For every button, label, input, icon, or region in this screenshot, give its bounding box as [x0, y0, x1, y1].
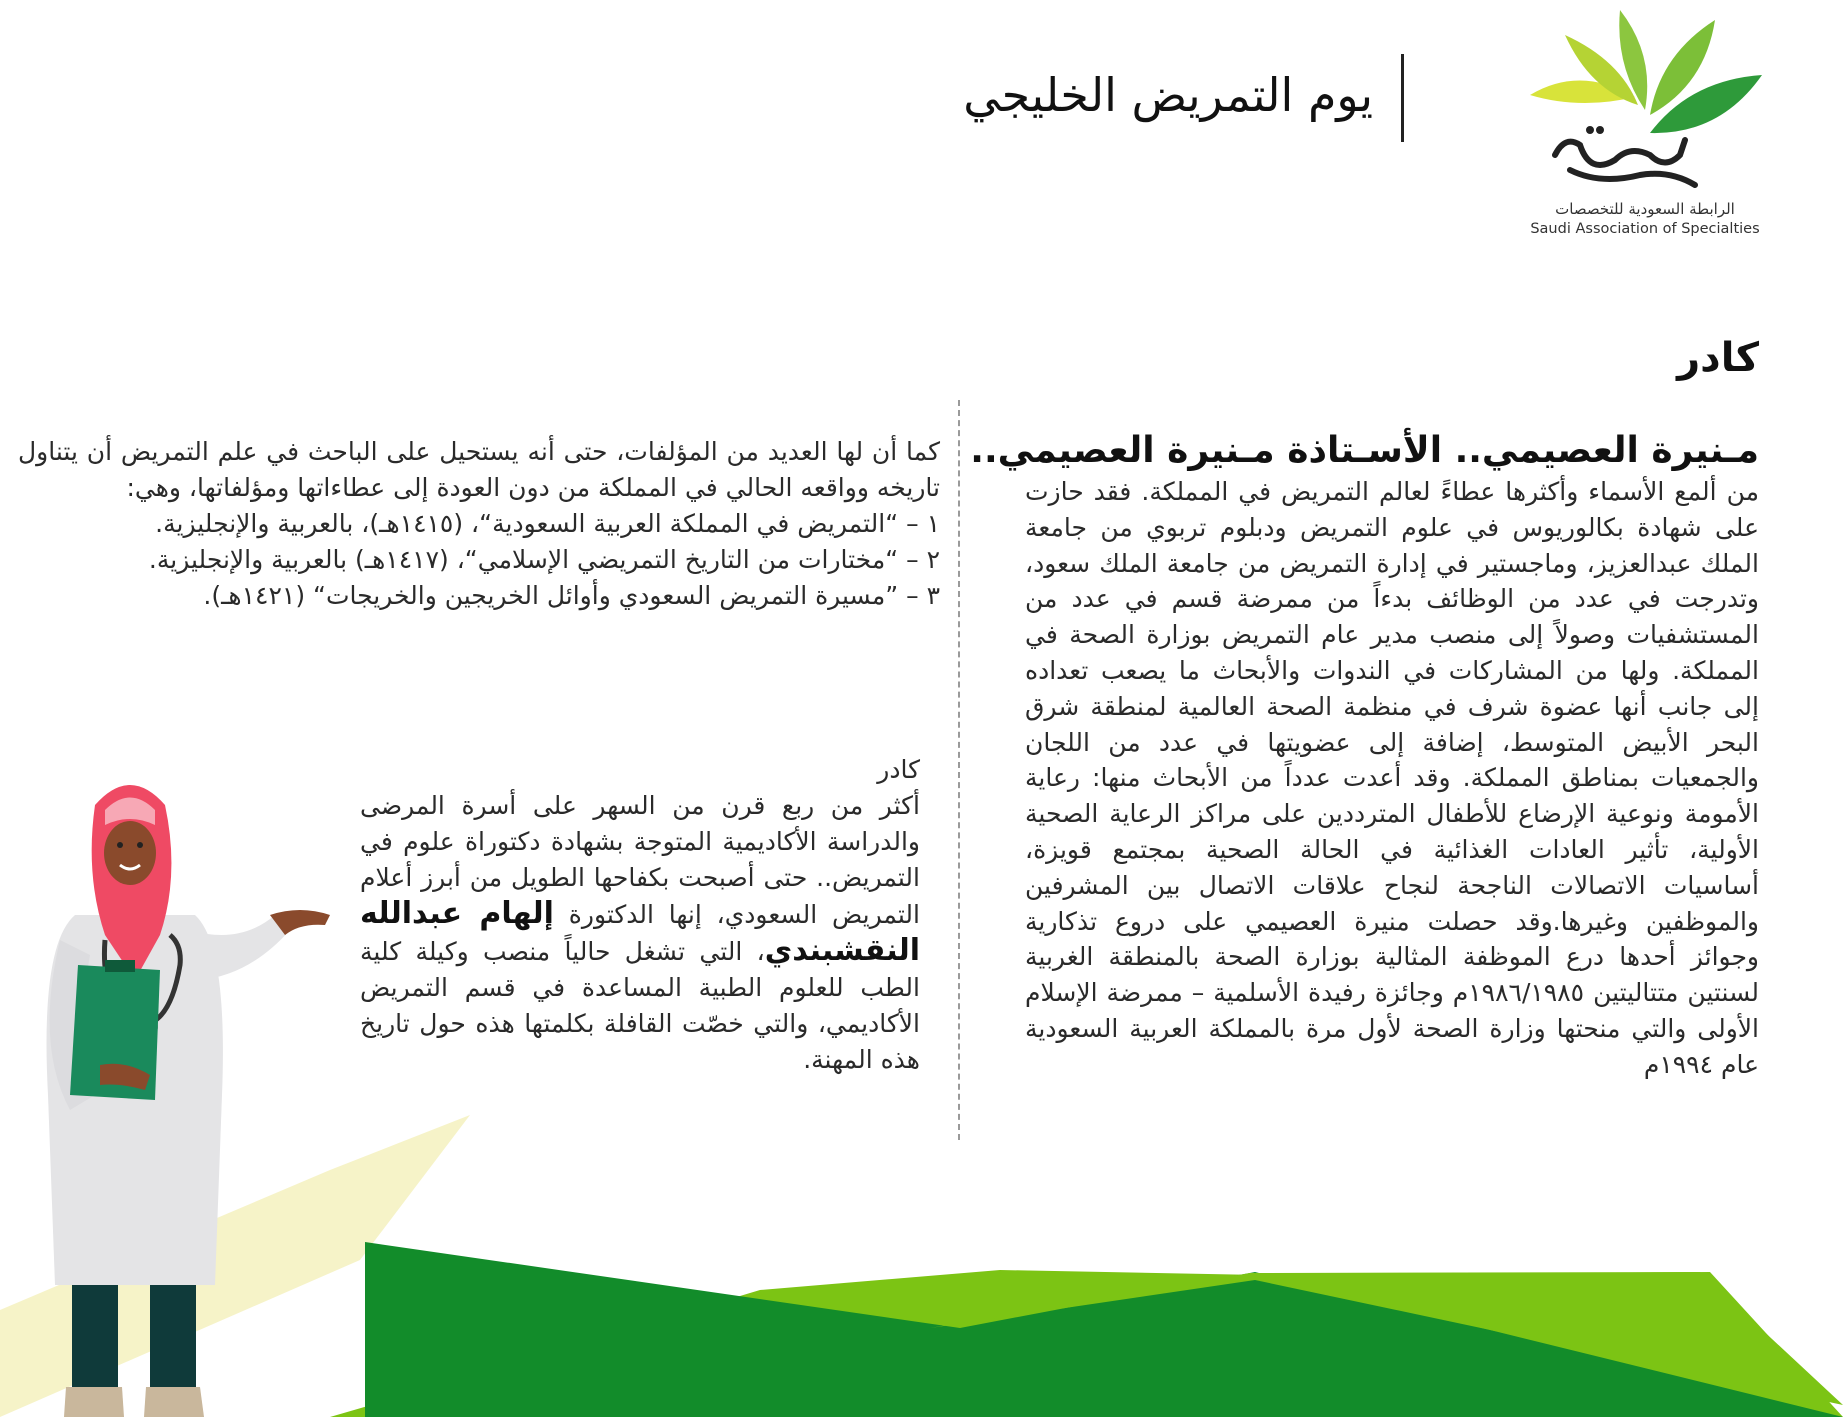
logo-name-arabic: الرابطة السعودية للتخصصات — [1555, 200, 1735, 218]
profile-name: إلهام عبدالله النقشبندي — [360, 896, 920, 968]
profile-block — [360, 752, 920, 1078]
article-body: من ألمع الأسماء وأكثرها عطاءً لعالم التمريض في المملكة. فقد حازت على شهادة بكالوريوس في علوم التمريض ودبلوم تربوي من جامعة الملك عبدالعزيز، وماجستير في إدارة التمريض من جامعة الملك سعود، وتدرجت في عدد من الوظائف بدءاً من ممرضة قسم في عدد من المستشفيات وصولاً إلى منصب مدير عام التمريض بوزارة الصحة في المملكة. ولها من المشاركات في الندوات والأبحاث ما يصعب تعداده إلى جانب أنها عضوة شرف في منظمة الصحة العالمية لمنطقة شرق البحر الأبيض المتوسط، إضافة إلى عضويتها في عدد من اللجان والجمعيات بمناطق المملكة. وقد أعدت عدداً من الأبحاث منها: رعاية الأمومة ونوعية الإرضاع للأطفال المترددين على مراكز الرعاية الصحية الأولية، تأثير العادات الغذائية في الحالة الصحية بمجتمع قويزة، أساسيات الاتصالات الناجحة لنجاح علاقات الاتصال بين المشرفين والموظفين وغيرها.وقد حصلت منيرة العصيمي على دروع تذكارية وجوائز أحدها درع الموظفة المثالية بوزارة الصحة بالمنطقة الغربية لسنتين متتاليتين ١٩٨٦/١٩٨٥م وجائزة رفيدة الأسلمية – ممرضة الإسلام الأولى والتي منحتها وزارة الصحة لأول مرة بالمملكة العربية السعودية عام ١٩٩٤م — [1025, 477, 1759, 1079]
book-item: ٣ – ”مسيرة التمريض السعودي وأوائل الخريجين والخريجات“ (١٤٢١هـ). — [203, 581, 940, 610]
section-label: كادر — [1677, 335, 1759, 381]
profile-text-before: أكثر من ربع قرن من السهر على أسرة المرضى والدراسة الأكاديمية المتوجة بشهادة دكتوراة علوم في التمريض.. حتى أصبحت بكفاحها الطويل من أبرز أعلام التمريض السعودي، إنها الدكتورة — [360, 791, 920, 929]
books-intro: كما أن لها العديد من المؤلفات، حتى أنه يستحيل على الباحث في علم التمريض أن يتناول تاريخه وواقعه الحالي في المملكة من دون العودة إلى عطاءاتها ومؤلفاتها، وهي: — [18, 437, 940, 502]
page-title: يوم التمريض الخليجي — [963, 68, 1373, 122]
calligraphy-mark — [1555, 140, 1695, 185]
nurse-shoe-left — [64, 1387, 124, 1417]
header-divider — [1401, 54, 1404, 142]
profile-text-after: ، التي تشغل حالياً منصب وكيلة كلية الطب للعلوم الطبية المساعدة في قسم التمريض الأكاديمي، والتي خصّت القافلة بكلمتها هذه حول تاريخ هذه المهنة. — [360, 937, 920, 1074]
logo-name-english: Saudi Association of Specialties — [1530, 221, 1760, 237]
nurse-shoe-right — [144, 1387, 204, 1417]
profile-label: كادر — [877, 755, 920, 784]
article-title: مـنيرة العصيمي.. الأسـتاذة مـنيرة العصيمي.. — [970, 430, 1759, 471]
books-section — [18, 434, 940, 614]
book-item: ٢ – “مختارات من التاريخ التمريضي الإسلامي“، (١٤١٧هـ) بالعربية والإنجليزية. — [148, 545, 940, 574]
column-divider — [958, 400, 960, 1140]
nurse-illustration — [0, 765, 340, 1417]
nurse-arm-right — [190, 915, 290, 980]
nurse-face — [104, 821, 156, 885]
book-item: ١ – “التمريض في المملكة العربية السعودية“، (١٤١٥هـ)، بالعربية والإنجليزية. — [155, 509, 940, 538]
